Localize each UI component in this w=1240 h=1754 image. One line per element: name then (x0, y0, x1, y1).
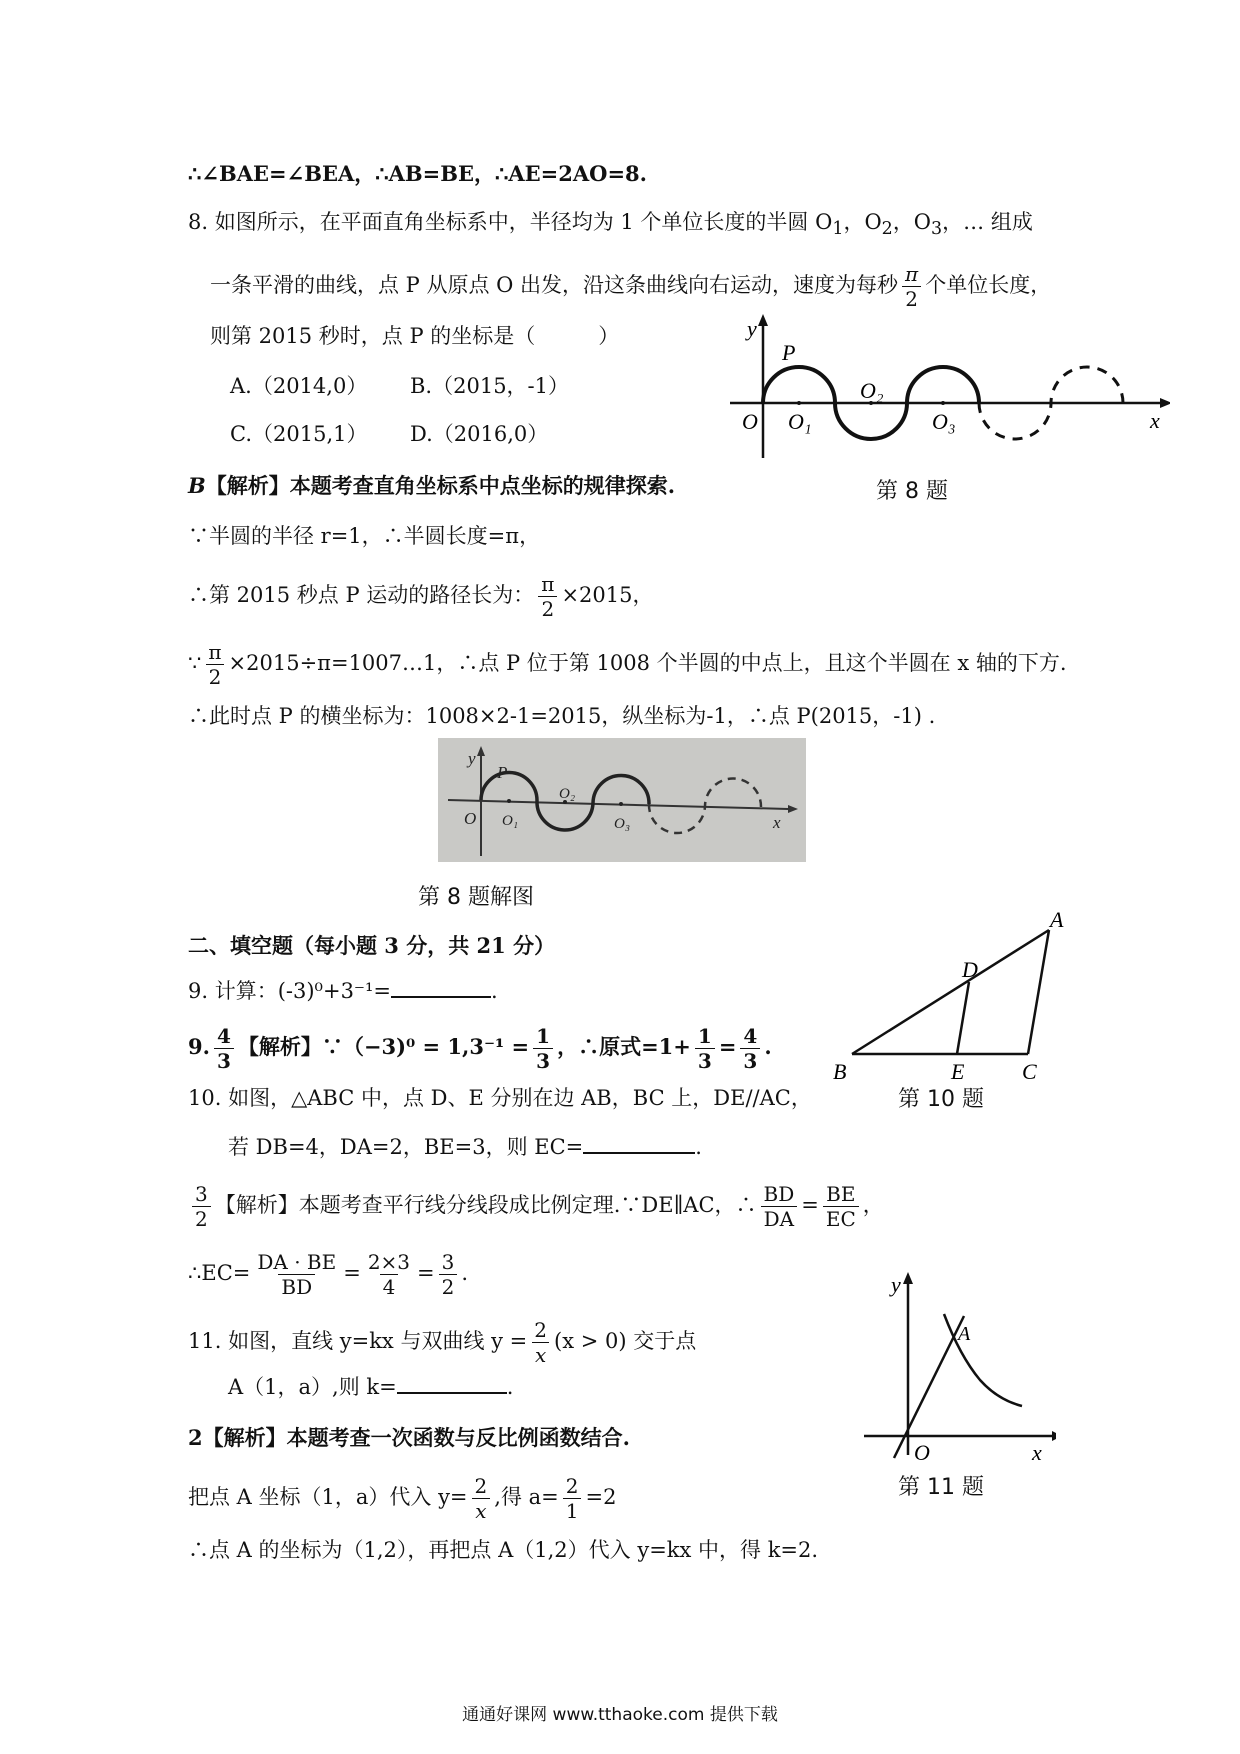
svg-text:P: P (497, 763, 508, 782)
solution-8-line2: ∴第 2015 秒点 P 运动的路径长为： $\frac{\pi}{2}$ ×2015， (188, 572, 654, 621)
svg-text:y: y (891, 1272, 901, 1297)
q10-answer-blank (583, 1132, 695, 1154)
page-footer: 通通好课网 www.tthaoke.com 提供下载 (462, 1705, 778, 1725)
solution-11-line1: 把点 A 坐标（1，a）代入 y= $\frac{2}{x}$ ,得 a= $\frac{2}{1}$ =2 (188, 1474, 617, 1523)
option-d: D.（2016,0） (410, 422, 549, 446)
question-8-line2: 一条平滑的曲线，点 P 从原点 O 出发，沿这条曲线向右运动，速度为每秒 $\frac{\pi}{2}$ 个单位长度， (210, 262, 1052, 311)
solution-8-heading: B【解析】本题考查直角坐标系中点坐标的规律探索. (188, 473, 676, 498)
option-a: A.（2014,0） (230, 374, 368, 398)
solution-10-line1: $\frac{3}{2}$ 【解析】本题考查平行线分线段成比例定理.∵DE∥AC，∴ $\frac{BD}{DA}$ = $\frac{BE}{EC}$ ， (188, 1182, 884, 1231)
solution-8-line1: ∵半圆的半径 r=1，∴半圆长度=π， (188, 524, 541, 548)
question-8-line1: 8. 如图所示，在平面直角坐标系中，半径均为 1 个单位长度的半圆 $O_1$，$O_2$，$O_3$，… 组成 (188, 210, 1033, 240)
fig8-label-x: x (1150, 408, 1160, 433)
option-c: C.（2015,1） (230, 422, 368, 446)
question-9: 9. 计算：(-3)⁰+3⁻¹= . (188, 976, 498, 1005)
figure-11-caption: 第 11 题 (898, 1475, 984, 1500)
figure-8-solution-photo (438, 738, 806, 862)
svg-text:x: x (773, 813, 781, 832)
svg-text:E: E (951, 1059, 965, 1084)
solution-8-line3: ∵ $\frac{\pi}{2}$ ×2015÷π=1007…1，∴点 P 位于第 1008 个半圆的中点上，且这个半圆在 x 轴的下方. (188, 640, 1067, 689)
figure-11 (856, 1270, 1056, 1470)
option-b: B.（2015，-1） (410, 374, 570, 398)
fig8-label-o3: O₃ (932, 409, 956, 434)
section-2-heading: 二、填空题（每小题 3 分，共 21 分） (188, 933, 556, 958)
solution-10-line2: ∴EC= $\frac{DA \cdot BE}{BD}$ = $\frac{2\times 3}{4}$ = $\frac{3}{2}$ . (188, 1250, 469, 1299)
figure-10-caption: 第 10 题 (898, 1087, 984, 1112)
svg-text:O: O (464, 809, 477, 828)
fig8-label-p: P (782, 340, 796, 365)
question-10-line2: 若 DB=4，DA=2，BE=3，则 EC= . (228, 1132, 702, 1161)
svg-text:A: A (1050, 907, 1064, 932)
svg-text:x: x (1032, 1440, 1042, 1465)
solution-11-heading: 2【解析】本题考查一次函数与反比例函数结合. (188, 1425, 630, 1450)
svg-text:O₂: O₂ (559, 786, 576, 802)
svg-text:O: O (914, 1440, 930, 1465)
q9-answer-blank (391, 976, 491, 998)
figure-8-caption: 第 8 题 (876, 479, 948, 504)
proof-line: ∴∠BAE=∠BEA，∴AB=BE，∴AE=2AO=8. (188, 161, 647, 186)
svg-text:D: D (962, 957, 978, 982)
question-8-line3: 则第 2015 秒时，点 P 的坐标是（ ） (210, 324, 620, 348)
fig8-label-o: O (742, 409, 758, 434)
solution-8-line4: ∴此时点 P 的横坐标为：1008×2-1=2015，纵坐标为-1，∴点 P(2015，-1) . (188, 704, 936, 728)
question-11-line1: 11. 如图，直线 y=kx 与双曲线 y = $\frac{2}{x}$ (x > 0) 交于点 (188, 1318, 697, 1367)
fig8-label-o1: O₁ (788, 409, 812, 434)
figure-8-solution-caption: 第 8 题解图 (418, 885, 534, 910)
q11-answer-blank (397, 1372, 507, 1394)
solution-11-line2: ∴点 A 的坐标为（1,2），再把点 A（1,2）代入 y=kx 中，得 k=2. (188, 1538, 819, 1562)
question-11-line2: A（1，a）,则 k= . (228, 1372, 513, 1401)
solution-9: 9. $\frac{4}{3}$ 【解析】∵（−3)⁰ = 1,3⁻¹ = $\frac{1}{3}$ ，∴原式=1+ $\frac{1}{3}$ = $\frac{4}{3}$ . (188, 1024, 772, 1073)
svg-text:A: A (958, 1323, 971, 1345)
fig8-label-o2: O₂ (860, 378, 884, 403)
svg-text:B: B (833, 1059, 847, 1084)
question-10-line1: 10. 如图，△ABC 中，点 D、E 分别在边 AB，BC 上，DE//AC， (188, 1086, 812, 1110)
svg-text:y: y (468, 749, 476, 768)
figure-8 (720, 312, 1170, 472)
figure-10 (830, 905, 1070, 1085)
fig8-label-y: y (747, 316, 757, 341)
svg-text:C: C (1022, 1059, 1037, 1084)
svg-text:O₃: O₃ (614, 816, 631, 832)
svg-text:O₁: O₁ (502, 813, 519, 829)
